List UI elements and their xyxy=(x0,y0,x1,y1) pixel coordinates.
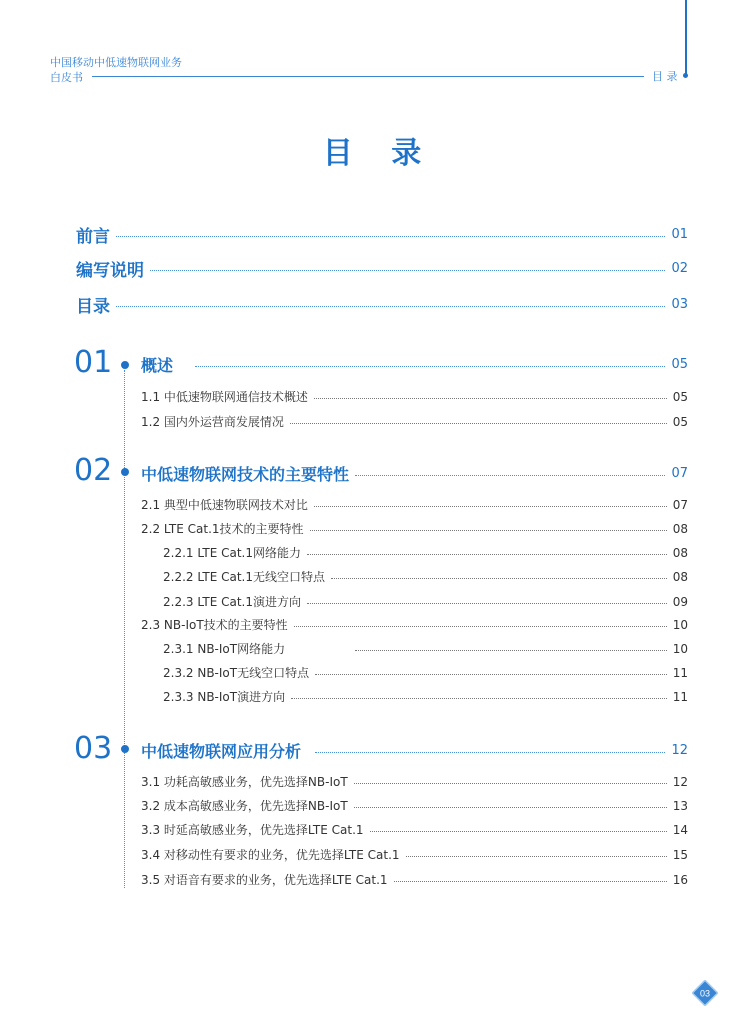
header-section-label: 目 录 xyxy=(652,70,678,83)
leader-dots xyxy=(355,650,667,651)
toc-page-number: 12 xyxy=(672,774,688,789)
leader-dots xyxy=(354,783,667,784)
toc-page-number: 05 xyxy=(672,414,688,429)
leader-dots xyxy=(314,506,667,507)
toc-page-number: 08 xyxy=(672,521,688,536)
toc-chapter-label: 中低速物联网应用分析 xyxy=(141,742,302,761)
toc-subitem[interactable] xyxy=(163,568,688,585)
page-number-badge xyxy=(692,980,718,1006)
toc-chapter[interactable] xyxy=(141,739,688,762)
leader-dots xyxy=(331,578,667,579)
toc-subitem[interactable] xyxy=(141,388,688,405)
leader-dots xyxy=(394,881,667,882)
header-vertical-rule xyxy=(685,0,687,74)
toc-subitem[interactable] xyxy=(141,413,688,430)
toc-page-number: 11 xyxy=(672,689,688,704)
chapter-dot xyxy=(121,745,129,753)
leader-dots xyxy=(116,236,665,237)
toc-subitem[interactable] xyxy=(141,496,688,513)
toc-page-number: 03 xyxy=(671,297,688,312)
toc-page-number: 01 xyxy=(671,227,688,242)
toc-page-number: 14 xyxy=(672,822,688,837)
toc-item-label: 2.2.1 LTE Cat.1网络能力 xyxy=(163,546,301,560)
chapter-dot xyxy=(121,468,129,476)
toc-item-label: 3.1 功耗高敏感业务，优先选择NB-IoT xyxy=(141,775,348,789)
leader-dots xyxy=(315,674,667,675)
toc-item-label: 编写说明 xyxy=(76,261,144,281)
toc-subitem[interactable] xyxy=(163,664,688,681)
leader-dots xyxy=(290,423,667,424)
toc-item-label: 2.1 典型中低速物联网技术对比 xyxy=(141,498,308,512)
toc-page-number: 12 xyxy=(671,743,688,758)
leader-dots xyxy=(294,626,667,627)
toc-chapter-label: 概述 xyxy=(141,356,174,375)
toc-item-label: 2.2 LTE Cat.1技术的主要特性 xyxy=(141,522,304,536)
toc-page-number: 02 xyxy=(671,261,688,276)
toc-page-number: 05 xyxy=(671,357,688,372)
toc-item-label: 2.2.2 LTE Cat.1无线空口特点 xyxy=(163,570,325,584)
leader-dots xyxy=(307,554,667,555)
leader-dots xyxy=(195,366,665,367)
toc-page-number: 13 xyxy=(672,798,688,813)
chapter-number: 02 xyxy=(74,453,113,488)
leader-dots xyxy=(355,475,665,476)
toc-subitem[interactable] xyxy=(163,593,688,610)
toc-subitem[interactable] xyxy=(141,520,688,537)
toc-item-label: 3.2 成本高敏感业务，优先选择NB-IoT xyxy=(141,799,348,813)
toc-chapter-label: 中低速物联网技术的主要特性 xyxy=(141,465,350,484)
toc-subitem[interactable] xyxy=(163,688,688,705)
leader-dots xyxy=(406,856,667,857)
header-dot xyxy=(683,73,688,78)
leader-dots xyxy=(370,831,667,832)
header-doc-title: 中国移动中低速物联网业务 xyxy=(50,56,182,69)
toc-item-label: 目录 xyxy=(76,297,110,317)
toc-subitem[interactable] xyxy=(141,773,688,790)
toc-page-number: 10 xyxy=(672,617,688,632)
toc-page-number: 08 xyxy=(672,545,688,560)
toc-subitem[interactable] xyxy=(163,544,688,561)
toc-page-number: 07 xyxy=(672,497,688,512)
chapter-dot xyxy=(121,361,129,369)
toc-item-label: 2.2.3 LTE Cat.1演进方向 xyxy=(163,595,301,609)
toc-page-number: 05 xyxy=(672,389,688,404)
toc-page-number: 10 xyxy=(672,641,688,656)
chapter-number: 03 xyxy=(74,731,113,766)
toc-page-number: 11 xyxy=(672,665,688,680)
chapter-number: 01 xyxy=(74,345,113,380)
toc-subitem[interactable] xyxy=(163,640,688,657)
toc-chapter[interactable] xyxy=(141,353,688,376)
toc-subitem[interactable] xyxy=(141,797,688,814)
header-rule xyxy=(92,76,644,77)
toc-item-label: 2.3 NB-IoT技术的主要特性 xyxy=(141,618,288,632)
leader-dots xyxy=(314,398,667,399)
toc-front-item[interactable] xyxy=(76,292,688,317)
leader-dots xyxy=(354,807,667,808)
toc-item-label: 3.4 对移动性有要求的业务，优先选择LTE Cat.1 xyxy=(141,848,400,862)
toc-item-label: 2.3.3 NB-IoT演进方向 xyxy=(163,690,286,704)
toc-front-item[interactable] xyxy=(76,256,688,281)
toc-subitem[interactable] xyxy=(141,871,688,888)
toc-page-number: 16 xyxy=(672,872,688,887)
page-title: 目 录 xyxy=(322,136,436,171)
toc-item-label: 1.1 中低速物联网通信技术概述 xyxy=(141,390,308,404)
page-number: 03 xyxy=(699,988,711,999)
toc-subitem[interactable] xyxy=(141,821,688,838)
leader-dots xyxy=(307,603,667,604)
leader-dots xyxy=(150,270,665,271)
toc-item-label: 3.5 对语音有要求的业务，优先选择LTE Cat.1 xyxy=(141,873,388,887)
toc-item-label: 前言 xyxy=(76,227,110,247)
toc-page-number: 09 xyxy=(672,594,688,609)
toc-front-item[interactable] xyxy=(76,222,688,247)
toc-item-label: 2.3.2 NB-IoT无线空口特点 xyxy=(163,666,310,680)
toc-item-label: 1.2 国内外运营商发展情况 xyxy=(141,415,284,429)
toc-page-number: 15 xyxy=(672,847,688,862)
leader-dots xyxy=(310,530,667,531)
toc-item-label: 3.3 时延高敏感业务，优先选择LTE Cat.1 xyxy=(141,823,364,837)
toc-page-number: 08 xyxy=(672,569,688,584)
toc-item-label: 2.3.1 NB-IoT网络能力 xyxy=(163,642,286,656)
header-doc-subtitle: 白皮书 xyxy=(50,71,83,84)
leader-dots xyxy=(291,698,667,699)
toc-subitem[interactable] xyxy=(141,846,688,863)
toc-page-number: 07 xyxy=(671,466,688,481)
leader-dots xyxy=(116,306,665,307)
toc-subitem[interactable] xyxy=(141,616,688,633)
leader-dots xyxy=(315,752,665,753)
toc-chapter[interactable] xyxy=(141,462,688,485)
chapter-connector-line xyxy=(124,370,125,888)
